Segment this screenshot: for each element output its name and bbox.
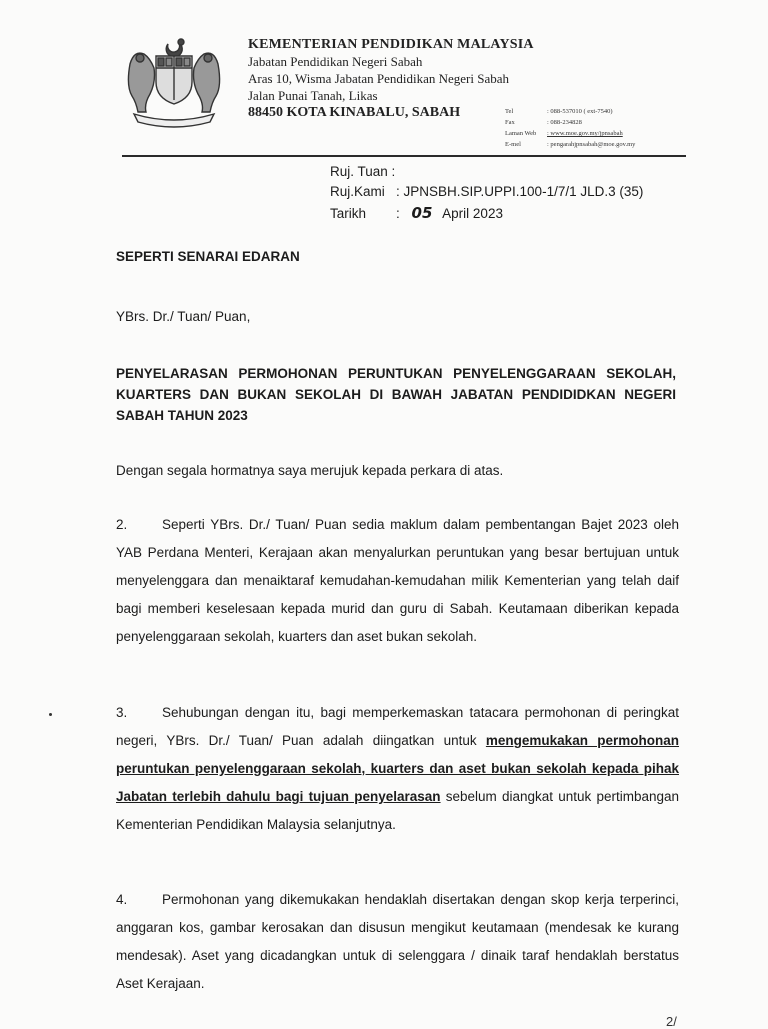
malaysia-coat-of-arms-icon [118,34,230,130]
tarikh-label: Tarikh [330,206,367,221]
contact-label: Tel [505,108,514,115]
contact-tel [505,106,635,117]
address-street: Jalan Punai Tanah, Likas [248,88,378,103]
ruj-kami-label: Ruj.Kami [330,184,385,199]
tarikh-separator: : [396,206,400,221]
ref-ruj-kami [330,184,643,199]
address-postcode-city: 88450 KOTA KINABALU, SABAH [248,105,461,120]
contact-email [505,139,635,150]
header-divider [122,155,686,157]
contact-block [505,106,635,150]
addressee: SEPERTI SENARAI EDARAN [116,249,300,264]
website-link[interactable]: : www.moe.gov.my/jpnsabah [547,130,623,137]
margin-mark [49,713,52,716]
paragraph-3 [116,699,679,839]
tarikh-month-year: April 2023 [442,206,503,221]
contact-label: Fax [505,119,515,126]
paragraph-number: 3. [116,705,128,720]
department-name: Jabatan Pendidikan Negeri Sabah [248,54,423,69]
ruj-kami-value: : JPNSBH.SIP.UPPI.100-1/7/1 JLD.3 (35) [396,184,644,199]
ref-ruj-tuan: Ruj. Tuan : [330,164,396,179]
page-number: 2/ [666,1014,677,1029]
paragraph-2 [116,511,679,651]
email-link[interactable]: : pengarahjpnsabah@moe.gov.my [547,141,636,148]
paragraph-text: Permohonan yang dikemukakan hendaklah disertakan dengan skop kerja terperinci, anggaran kos, gambar kerosakan dan disusun mengikut keutamaan (mendesak ke kurang mendesak). Aset yang dicadangkan untuk di selenggara / dinaik taraf hendaklah berstatus Aset Kerajaan. [116,892,679,991]
contact-website [505,128,635,139]
ministry-name: KEMENTERIAN PENDIDIKAN MALAYSIA [248,37,534,52]
contact-label: E-mel [505,141,521,148]
paragraph-text: Seperti YBrs. Dr./ Tuan/ Puan sedia maklum dalam pembentangan Bajet 2023 oleh YAB Perdana Menteri, Kerajaan akan menyalurkan peruntukan yang besar bertujuan untuk menyelenggara dan menaiktaraf kemudahan-kemudahan milik Kementerian yang telah daif bagi memberi keselesaan kepada murid dan guru di Sabah. Keutamaan diberikan kepada penyelenggaraan sekolah, kuarters dan aset bukan sekolah. [116,517,679,644]
opening-line: Dengan segala hormatnya saya merujuk kepada perkara di atas. [116,463,504,478]
contact-fax [505,117,635,128]
paragraph-emphasis: mengemukakan permohonan peruntukan penyelenggaraan sekolah, kuarters dan aset bukan sekolah kepada pihak Jabatan terlebih dahulu bagi tujuan penyelarasan [116,733,680,804]
tarikh-day-handwritten: 05 [411,204,433,222]
contact-value: : 088-234828 [547,119,582,126]
paragraph-4 [116,886,679,998]
address-floor: Aras 10, Wisma Jabatan Pendidikan Negeri Sabah [248,71,509,86]
paragraph-number: 4. [116,892,128,907]
contact-label: Laman Web [505,130,537,137]
paragraph-number: 2. [116,517,128,532]
contact-value: : 088-537010 ( ext-7540) [547,108,613,115]
letterhead [248,36,534,122]
paragraph-text: Sehubungan dengan itu, bagi memperkemaskan tatacara permohonan di peringkat negeri, YBrs. Dr./ Tuan/ Puan adalah diingatkan untuk [116,705,679,748]
ref-tarikh [330,204,503,222]
paragraph-text-end: sebelum diangkat untuk pertimbangan Kementerian Pendidikan Malaysia selanjutnya. [116,789,679,832]
salutation: YBrs. Dr./ Tuan/ Puan, [116,309,251,324]
subject-heading: PENYELARASAN PERMOHONAN PERUNTUKAN PENYELENGGARAAN SEKOLAH, KUARTERS DAN BUKAN SEKOLAH DI BAWAH JABATAN PENDIDIDKAN NEGERI SABAH TAHUN 2023 [116,366,676,423]
